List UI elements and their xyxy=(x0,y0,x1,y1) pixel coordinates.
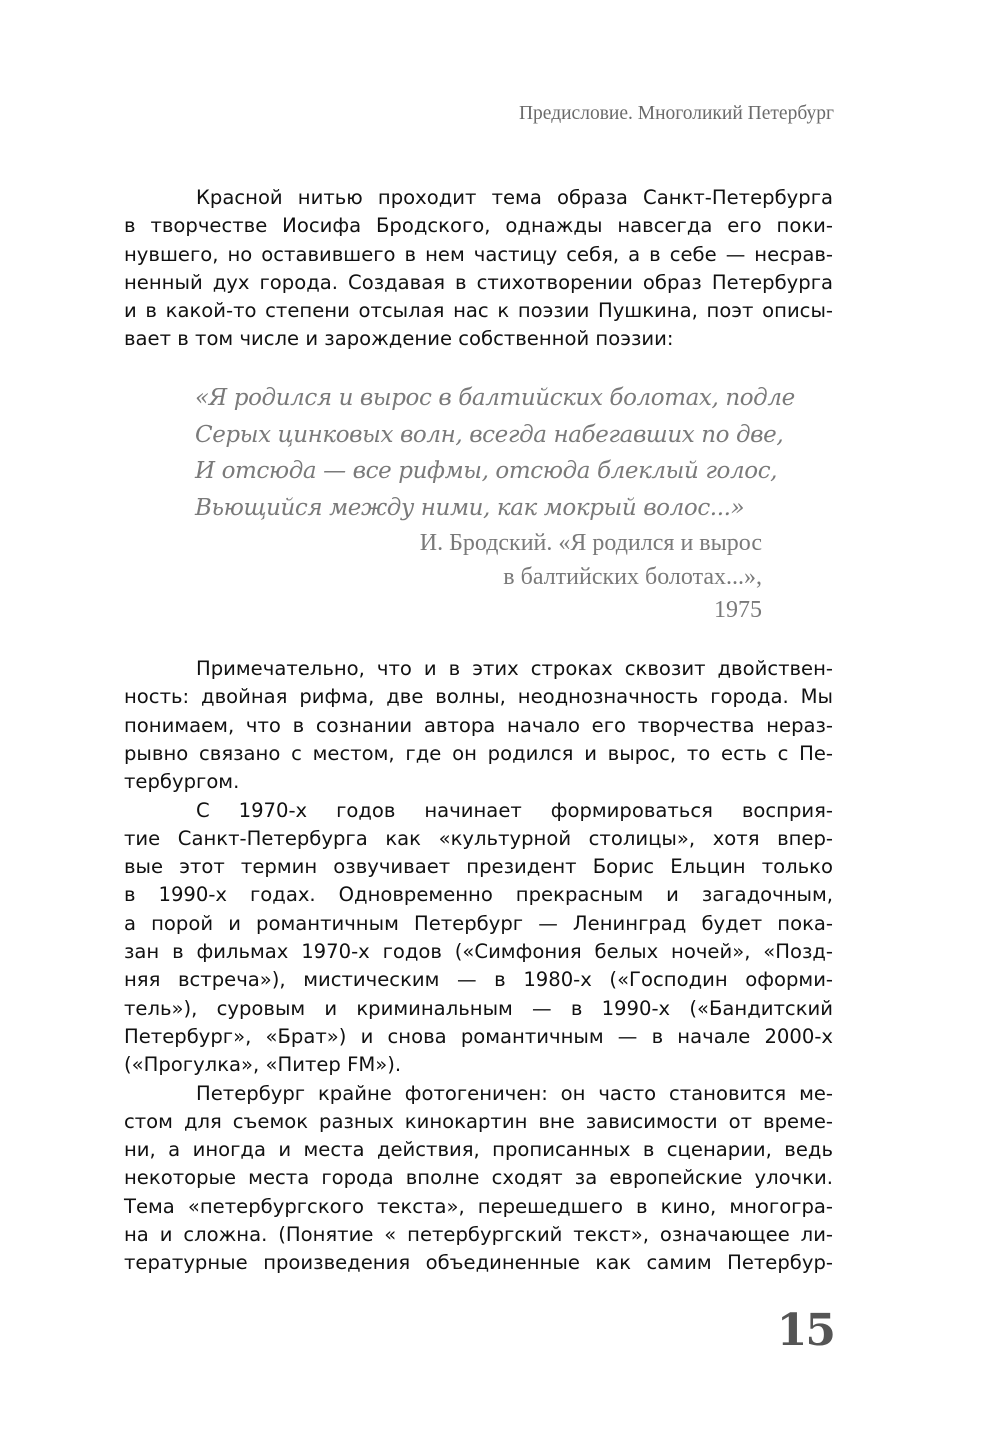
text-line: тературные произведения объединенные как самим Петербур- xyxy=(124,1251,833,1275)
paragraph-cultural-capital xyxy=(124,797,833,1080)
text-line: на и сложна. (Понятие « петербургский текст», означающее ли- xyxy=(124,1222,833,1246)
poem-quote xyxy=(195,380,795,526)
text-line: ненный дух города. Создавая в стихотворении образ Петербурга xyxy=(124,270,833,294)
text-line: некоторые места города вполне сходят за европейские улочки. xyxy=(124,1166,833,1190)
page-number: 15 xyxy=(776,1305,834,1356)
text-line: нувшего, но оставившего в нем частицу себя, а в себе — несрав- xyxy=(124,242,833,266)
poem-line: «Я родился и вырос в балтийских болотах, подле xyxy=(195,385,795,411)
text-line: зан в фильмах 1970-х годов («Симфония белых ночей», «Позд- xyxy=(124,939,833,963)
attribution-line: И. Бродский. «Я родился и вырос xyxy=(419,530,762,556)
text-line: тель»), суровым и криминальным — в 1990-х («Бандитский xyxy=(124,996,833,1020)
paragraph-duality xyxy=(124,655,833,796)
text-line: ность: двойная рифма, две волны, неоднозначность города. Мы xyxy=(124,685,833,709)
text-line: С 1970-х годов начинает формироваться восприя- xyxy=(196,798,833,822)
text-line: в творчестве Иосифа Бродского, однажды навсегда его поки- xyxy=(124,214,833,238)
text-line: вает в том числе и зарождение собственной поэзии: xyxy=(124,327,674,351)
text-line: ни, а иногда и места действия, прописанных в сценарии, ведь xyxy=(124,1138,833,1162)
paragraph-intro xyxy=(124,184,833,354)
attribution-year: 1975 xyxy=(714,597,762,623)
text-line: няя встреча»), мистическим — в 1980-х («Господин оформи- xyxy=(124,968,833,992)
poem-line: Вьющийся между ними, как мокрый волос...» xyxy=(195,494,745,521)
paragraph-photogenic xyxy=(124,1080,833,1278)
text-line: Петербург крайне фотогеничен: он часто становится ме- xyxy=(196,1081,833,1105)
text-line: («Прогулка», «Питер FM»). xyxy=(124,1053,402,1077)
text-line: стом для съемок разных кинокартин вне зависимости от време- xyxy=(124,1109,833,1133)
text-line: Примечательно, что и в этих строках сквозит двойствен- xyxy=(196,657,833,680)
text-line: вые этот термин озвучивает президент Борис Ельцин только xyxy=(124,855,833,879)
poem-attribution xyxy=(420,527,762,628)
text-line: и в какой-то степени отсылая нас к поэзии Пушкина, поэт описы- xyxy=(124,299,833,323)
poem-line: И отсюда — все рифмы, отсюда блеклый голос, xyxy=(195,458,778,484)
poem-line: Серых цинковых волн, всегда набегавших по две, xyxy=(195,421,784,448)
text-line: Тема «петербургского текста», перешедшего в кино, многогра- xyxy=(124,1194,833,1218)
text-line: тербургом. xyxy=(124,770,240,794)
attribution-line: в балтийских болотах...», xyxy=(503,563,762,590)
running-header: Предисловие. Многоликий Петербург xyxy=(518,103,834,124)
text-line: Петербург», «Брат») и снова романтичным — в начале 2000-х xyxy=(124,1024,833,1048)
text-line: тие Санкт-Петербурга как «культурной столицы», хотя впер- xyxy=(124,826,833,850)
text-line: понимаем, что в сознании автора начало его творчества нераз- xyxy=(124,713,833,737)
text-line: рывно связано с местом, где он родился и вырос, то есть с Пе- xyxy=(124,741,833,765)
text-line: Красной нитью проходит тема образа Санкт-Петербурга xyxy=(196,186,833,209)
text-line: в 1990-х годах. Одновременно прекрасным и загадочным, xyxy=(124,883,833,907)
text-line: а порой и романтичным Петербург — Ленинград будет пока- xyxy=(124,911,833,935)
